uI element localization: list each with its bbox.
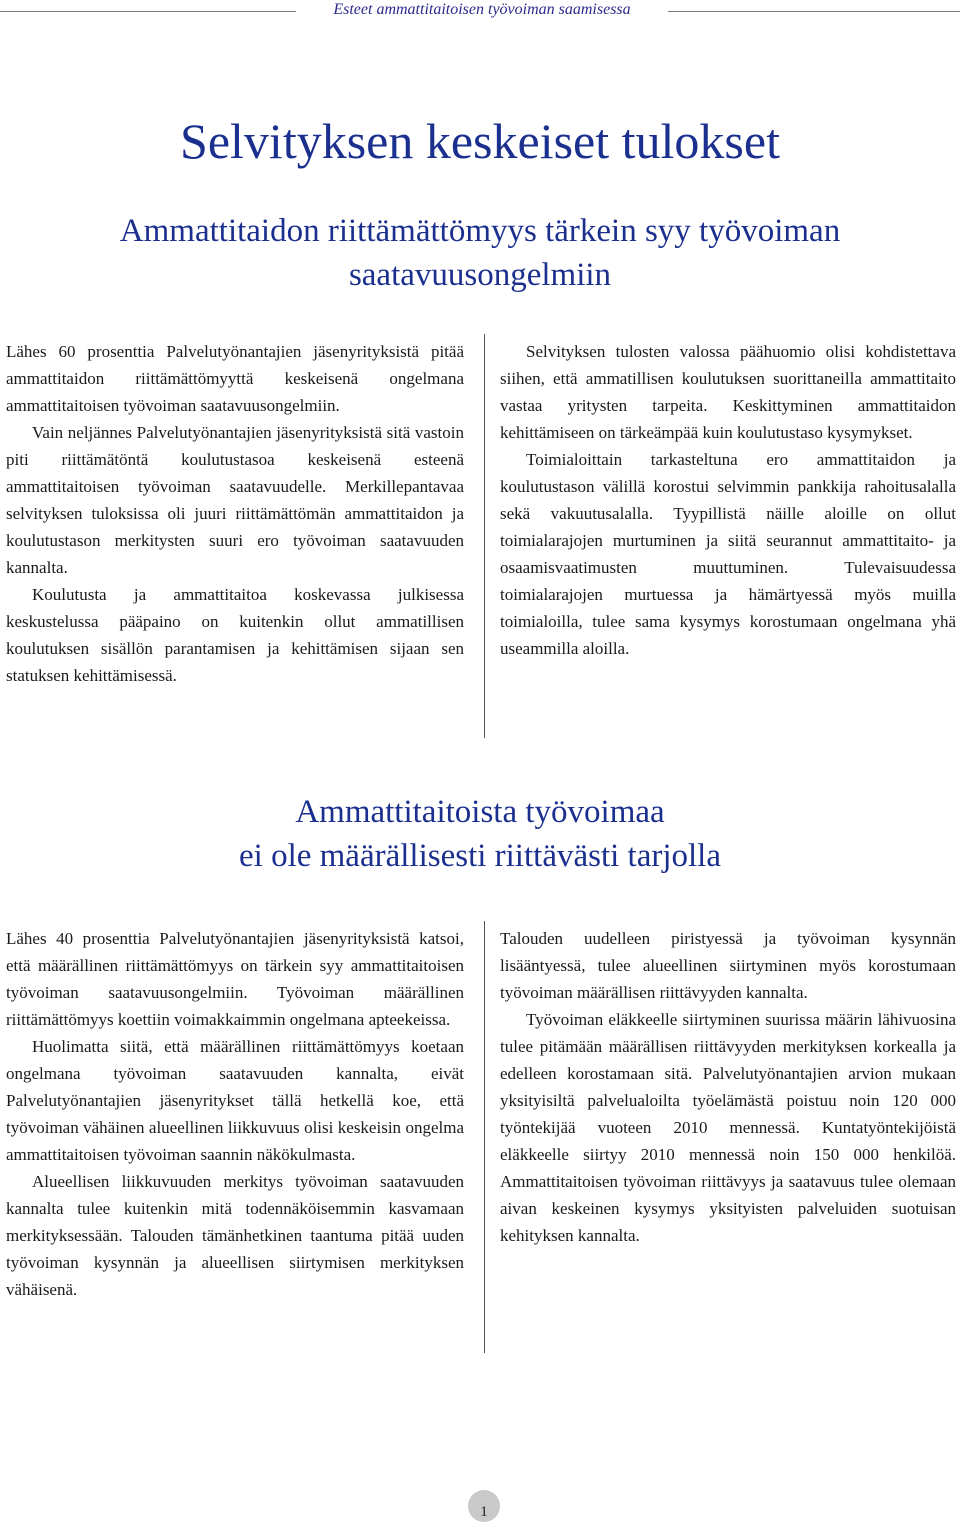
paragraph: Huolimatta siitä, että määrällinen riittämättömyys koetaan ongelmana työvoiman saatavuuden kannalta, eivät Palvelutyönantajien jäsenyritykset tällä hetkellä koe, että työvoiman vähäinen alueellinen liikkuvuus olisi keskeisin ongelma ammattitaitoisen työvoiman saannin näkökulmasta. (6, 1037, 464, 1164)
paragraph: Toimialoittain tarkasteltuna ero ammattitaidon ja koulutustason välillä korostui selvimmin pankkija rahoitusalalla sekä vakuutusalalla. Tyypillistä näille aloille on ollut toimialarajojen murtuminen ja siitä seurannut ammattitaito- ja osaamisvaatimusten muuttuminen. Tulevaisuudessa toimialarajojen murtuessa ja hämärtyessä myös muilla toimialoilla, tulee sama kysymys korostumaan ongelmana yhä useammilla aloilla. (500, 450, 956, 658)
page-number (466, 1504, 502, 1521)
column-divider (484, 334, 485, 738)
page-title: Selvityksen keskeiset tulokset (180, 113, 780, 169)
page-number-text: 1 (480, 1504, 488, 1520)
section-2-left-column (6, 925, 464, 1303)
paragraph: Vain neljännes Palvelutyönantajien jäsenyrityksistä sitä vastoin piti riittämätöntä koulutustasoa keskeisenä esteenä ammattitaitoisen työvoiman saatavuudelle. Merkillepantavaa selvityksen tuloksissa oli juuri riittämättömän ammattitaidon ja koulutustason merkitysten suuri ero työvoiman saatavuuden kannalta. (6, 423, 464, 577)
section-1-heading (0, 209, 960, 297)
paragraph: Alueellisen liikkuvuuden merkitys työvoiman saatavuuden kannalta tulee kuitenkin mitä todennäköisemmin kasvamaan merkityksessään. Talouden tämänhetkinen taantuma pitää uuden työvoiman kysynnän ja alueellisen siirtymisen merkityksen vähäisenä. (6, 1172, 464, 1299)
running-header (0, 0, 960, 24)
paragraph: Talouden uudelleen piristyessä ja työvoiman kysynnän lisääntyessä, tulee alueellinen siirtyminen myös korostumaan työvoiman määrällisen riittävyyden kannalta. (500, 929, 956, 1002)
paragraph: Selvityksen tulosten valossa päähuomio olisi kohdistettava siihen, että ammatillisen koulutuksen suorittaneilla ammattitaito vastaa yritysten tarpeita. Keskittyminen ammattitaidon kehittämiseen on tärkeämpää kuin koulutustaso kysymykset. (500, 342, 956, 442)
paragraph: Lähes 60 prosenttia Palvelutyönantajien jäsenyrityksistä pitää ammattitaidon riittämättömyyttä keskeisenä ongelmana ammattitaitoisen työvoiman saatavuusongelmiin. (6, 342, 464, 415)
section-1-right-column (500, 338, 956, 662)
paragraph: Koulutusta ja ammattitaitoa koskevassa julkisessa keskustelussa pääpaino on kuitenkin ollut ammatillisen koulutuksen sisällön parantamisen ja kehittämisen sijaan sen statuksen kehittämisessä. (6, 585, 464, 685)
paragraph: Työvoiman eläkkeelle siirtyminen suurissa määrin lähivuosina tulee pitämään määrällisen riittävyyden merkityksen korkealla ja edelleen korostamaan sitä. Palvelutyönantajien arvion mukaan yksityisiltä palvelualoilta työelämästä poistuu noin 120 000 työntekijää vuoteen 2010 mennessä. Kuntatyöntekijöistä eläkkeelle siirtyy 2010 mennessä noin 150 000 henkilöä. Ammattitaitoisen työvoiman riittävyys ja saatavuus tulee olemaan aivan keskeinen kysymys yksityisten palveluiden suotuisan kehityksen kannalta. (500, 1010, 956, 1245)
header-rule-left (0, 11, 296, 12)
header-rule-right (668, 11, 960, 12)
section-2-heading-line-1: Ammattitaitoista työvoimaa (295, 794, 665, 830)
section-1-heading-line-2: saatavuusongelmiin (348, 257, 612, 293)
paragraph: Lähes 40 prosenttia Palvelutyönantajien jäsenyrityksistä katsoi, että määrällinen riittämättömyys on tärkein syy ammattitaitoisen työvoiman saatavuusongelmiin. Työvoiman määrällinen riittämättömyys koettiin voimakkaimmin ongelmana apteekeissa. (6, 929, 464, 1029)
column-divider (484, 921, 485, 1353)
section-2-heading-line-2: ei ole määrällisesti riittävästi tarjolla (239, 838, 721, 874)
section-2-heading (0, 790, 960, 878)
section-2-right-column (500, 925, 956, 1249)
section-1-heading-line-1: Ammattitaidon riittämättömyys tärkein syy työvoiman (119, 213, 841, 249)
section-1-left-column (6, 338, 464, 689)
running-title: Esteet ammattitaitoisen työvoiman saamisessa (333, 1, 631, 18)
